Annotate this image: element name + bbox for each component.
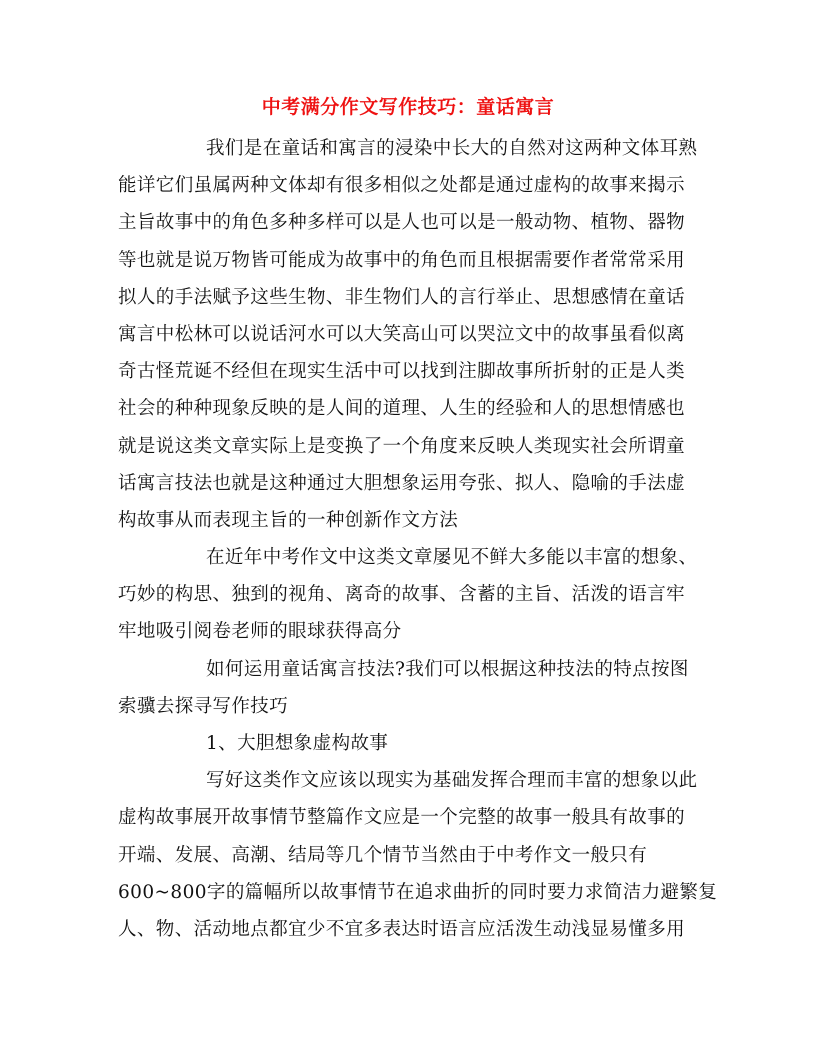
text-line: 牢地吸引阅卷老师的眼球获得高分	[118, 621, 402, 643]
document-body	[118, 130, 718, 948]
text-line: 巧妙的构思、独到的视角、离奇的故事、含蓄的主旨、活泼的语言牢	[118, 584, 686, 606]
text-line: 就是说这类文章实际上是变换了一个角度来反映人类现实社会所谓童	[118, 435, 686, 457]
page-title: 中考满分作文写作技巧：童话寓言	[261, 96, 555, 118]
text-line: 寓言中松林可以说话河水可以大笑高山可以哭泣文中的故事虽看似离	[118, 323, 686, 345]
text-line: 奇古怪荒诞不经但在现实生活中可以找到注脚故事所折射的正是人类	[118, 361, 686, 383]
text-line: 索骥去探寻写作技巧	[118, 695, 289, 717]
text-line: 构故事从而表现主旨的一种创新作文方法	[118, 509, 459, 531]
text-line: 人、物、活动地点都宜少不宜多表达时语言应活泼生动浅显易懂多用	[118, 918, 686, 940]
text-line: 能详它们虽属两种文体却有很多相似之处都是通过虚构的故事来揭示	[118, 175, 686, 197]
text-line: 等也就是说万物皆可能成为故事中的角色而且根据需要作者常常采用	[118, 249, 686, 271]
text-line: 主旨故事中的角色多种多样可以是人也可以是一般动物、植物、器物	[118, 212, 686, 234]
text-line: 开端、发展、高潮、结局等几个情节当然由于中考作文一般只有	[118, 844, 648, 866]
text-line: 拟人的手法赋予这些生物、非生物们人的言行举止、思想感情在童话	[118, 286, 686, 308]
section-heading	[118, 725, 690, 762]
paragraph-how-to	[118, 651, 690, 725]
text-line: 话寓言技法也就是这种通过大胆想象运用夸张、拟人、隐喻的手法虚	[118, 472, 686, 494]
paragraph-imagination	[118, 762, 718, 948]
paragraph-exam-context	[118, 539, 698, 651]
text-line: 我们是在童话和寓言的浸染中长大的自然对这两种文体耳熟	[206, 138, 698, 159]
text-line: 1、大胆想象虚构故事	[206, 733, 389, 754]
text-line: 在近年中考作文中这类文章屡见不鲜大多能以丰富的想象、	[206, 547, 698, 569]
paragraph-intro	[118, 130, 698, 539]
text-line: 600~800字的篇幅所以故事情节在追求曲折的同时要力求简洁力避繁复	[118, 881, 718, 903]
text-line: 虚构故事展开故事情节整篇作文应是一个完整的故事一般具有故事的	[118, 807, 686, 829]
text-line: 如何运用童话寓言技法?我们可以根据这种技法的特点按图	[206, 658, 689, 680]
text-line: 写好这类作文应该以现实为基础发挥合理而丰富的想象以此	[206, 770, 698, 792]
text-line: 社会的种种现象反映的是人间的道理、人生的经验和人的思想情感也	[118, 398, 686, 420]
